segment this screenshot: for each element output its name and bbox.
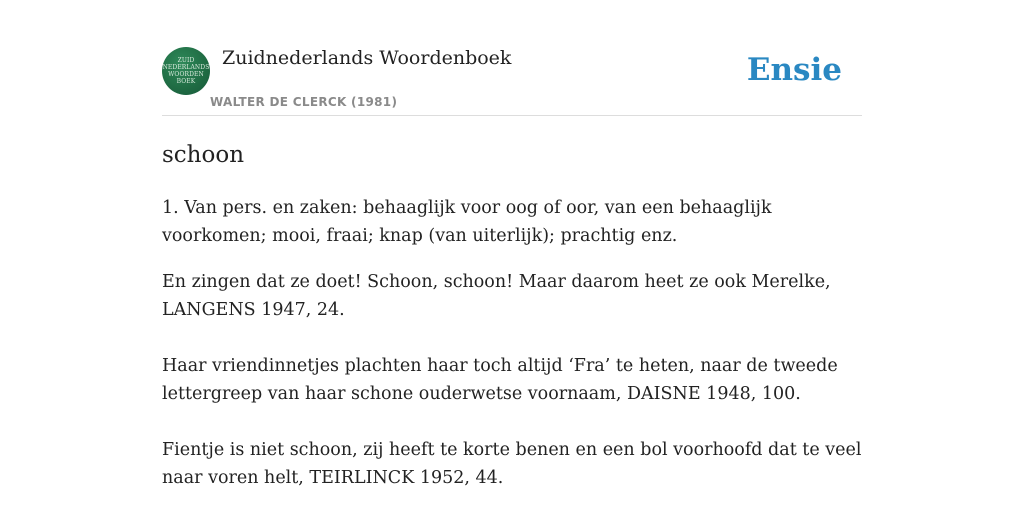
entry-citation: Fientje is niet schoon, zij heeft te korte benen en een bol voorhoofd dat te veel naar voren helt, TEIRLINCK 1952, 44. <box>162 440 862 488</box>
entry-definition: 1. Van pers. en zaken: behaaglijk voor oog of oor, van een behaaglijk voorkomen; mooi, fraai; knap (van uiterlijk); prachtig enz. <box>162 198 772 246</box>
dictionary-header <box>162 46 862 116</box>
entry-headword: schoon <box>162 142 245 168</box>
logo-text-line: ZUID <box>177 57 195 64</box>
dictionary-title-link[interactable]: Zuidnederlands Woordenboek <box>222 47 512 69</box>
page <box>162 0 862 492</box>
logo-text-line: WOORDEN <box>168 71 204 78</box>
entry-citation: En zingen dat ze doet! Schoon, schoon! Maar daarom heet ze ook Merelke, LANGENS 1947, 24. <box>162 272 831 320</box>
ensie-brand-link[interactable]: Ensie <box>746 52 842 88</box>
logo-text-line: NEDERLANDS <box>162 64 210 71</box>
dictionary-logo[interactable] <box>162 47 210 95</box>
dictionary-author: WALTER DE CLERCK (1981) <box>210 95 398 109</box>
logo-text-line: BOEK <box>176 78 196 85</box>
entry-citation: Haar vriendinnetjes plachten haar toch altijd ‘Fra’ te heten, naar de tweede lettergreep van haar schone ouderwetse voornaam, DAISNE 1948, 100. <box>162 356 838 404</box>
